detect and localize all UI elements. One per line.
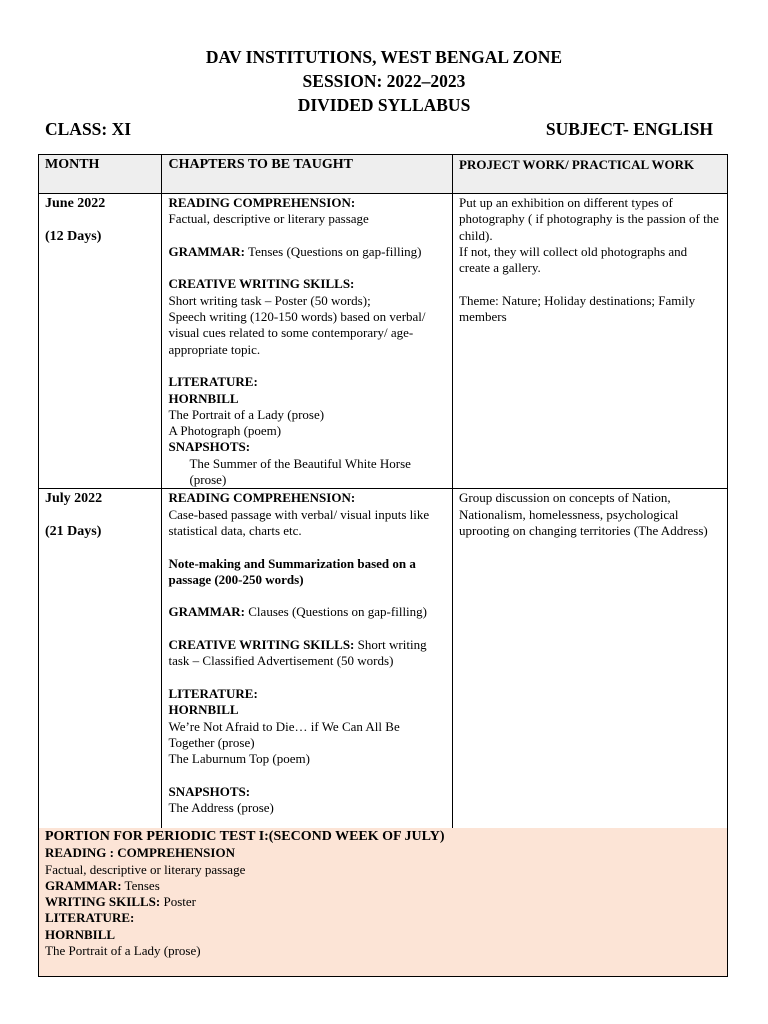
- project-cell: [453, 194, 728, 489]
- hornbill-item: The Laburnum Top (poem): [168, 751, 310, 767]
- table-header-row: [39, 155, 728, 194]
- header-project: PROJECT WORK/ PRACTICAL WORK: [453, 155, 728, 194]
- periodic-test-title: PORTION FOR PERIODIC TEST I:(SECOND WEEK OF JULY): [45, 829, 445, 844]
- month-days: (21 Days): [45, 523, 102, 539]
- month-name: July 2022: [45, 491, 103, 507]
- month-cell: [39, 489, 162, 831]
- hornbill-item: We’re Not Afraid to Die… if We Can All Be Together (prose): [168, 718, 400, 750]
- grammar-label: GRAMMAR:: [168, 243, 246, 259]
- note-making-heading: Note-making and Summarization based on a passage (200-250 words): [168, 555, 416, 587]
- document-header: [0, 45, 768, 117]
- header-month: MONTH: [39, 155, 162, 194]
- writing-text: Poster: [160, 894, 196, 910]
- session-title: SESSION: 2022–2023: [302, 71, 466, 91]
- month-name: June 2022: [45, 196, 106, 211]
- project-cell: [453, 489, 728, 831]
- reading-text: Case-based passage with verbal/ visual inputs like statistical data, charts etc.: [168, 506, 430, 538]
- literature-heading: LITERATURE:: [168, 374, 258, 390]
- class-subject-row: [45, 117, 713, 141]
- institution-title: DAV INSTITUTIONS, WEST BENGAL ZONE: [205, 47, 563, 67]
- reading-heading: READING COMPREHENSION:: [168, 195, 356, 210]
- reading-text: Factual, descriptive or literary passage: [45, 861, 246, 877]
- grammar-text: Tenses (Questions on gap-filling): [245, 243, 422, 259]
- grammar-line: [168, 604, 446, 620]
- reading-text: Factual, descriptive or literary passage: [168, 211, 369, 227]
- project-theme: Theme: Nature; Holiday destinations; Family members: [459, 292, 696, 325]
- literature-heading: LITERATURE:: [45, 910, 135, 926]
- class-label: CLASS: XI: [45, 119, 132, 139]
- hornbill-item: A Photograph (poem): [168, 423, 282, 439]
- project-text: If not, they will collect old photographs and create a gallery.: [459, 243, 688, 276]
- chapters-cell: [162, 489, 453, 831]
- table-row-july: [39, 489, 728, 831]
- grammar-line: [45, 878, 721, 894]
- hornbill-heading: HORNBILL: [45, 926, 116, 942]
- project-text: Put up an exhibition on different types of photography ( if photography is the passion of the child).: [459, 195, 719, 243]
- month-days: (12 Days): [45, 228, 102, 244]
- hornbill-heading: HORNBILL: [168, 390, 239, 406]
- grammar-label: GRAMMAR:: [168, 604, 246, 620]
- snapshots-heading: SNAPSHOTS:: [168, 783, 251, 799]
- reading-heading: READING : COMPREHENSION: [45, 845, 235, 861]
- writing-text: Speech writing (120-150 words) based on verbal/ visual cues related to some contemporary/ age-appropriate topic.: [168, 309, 426, 357]
- literature-heading: LITERATURE:: [168, 685, 258, 701]
- hornbill-item: The Portrait of a Lady (prose): [45, 943, 201, 959]
- hornbill-heading: HORNBILL: [168, 702, 239, 718]
- writing-label: WRITING SKILLS:: [45, 894, 161, 910]
- snapshots-item: The Address (prose): [168, 799, 274, 815]
- project-text: Group discussion on concepts of Nation, Nationalism, homelessness, psychological uprooting on changing territories (The Address): [459, 490, 708, 538]
- writing-text: Short writing task – Poster (50 words);: [168, 292, 371, 308]
- header-chapters: CHAPTERS TO BE TAUGHT: [162, 155, 453, 194]
- grammar-label: GRAMMAR:: [45, 877, 122, 893]
- writing-label: CREATIVE WRITING SKILLS:: [168, 637, 355, 653]
- reading-heading: READING COMPREHENSION:: [168, 490, 356, 506]
- snapshots-item: The Summer of the Beautiful White Horse (prose): [189, 455, 411, 488]
- writing-text: Short writing task – Classified Advertisement (50 words): [168, 637, 427, 669]
- subject-label: SUBJECT- ENGLISH: [545, 119, 713, 139]
- chapters-cell: [162, 194, 453, 489]
- writing-line: [168, 637, 446, 670]
- writing-heading: CREATIVE WRITING SKILLS:: [168, 276, 355, 292]
- syllabus-table: [38, 154, 728, 831]
- writing-line: [45, 894, 721, 910]
- snapshots-heading: SNAPSHOTS:: [168, 439, 251, 455]
- hornbill-item: The Portrait of a Lady (prose): [168, 406, 325, 422]
- month-cell: [39, 194, 162, 489]
- grammar-text: Tenses: [121, 877, 160, 893]
- grammar-line: [168, 244, 446, 260]
- table-row-june: [39, 194, 728, 489]
- grammar-text: Clauses (Questions on gap-filling): [245, 604, 427, 620]
- periodic-test-section: [38, 828, 728, 977]
- syllabus-title: DIVIDED SYLLABUS: [297, 95, 471, 115]
